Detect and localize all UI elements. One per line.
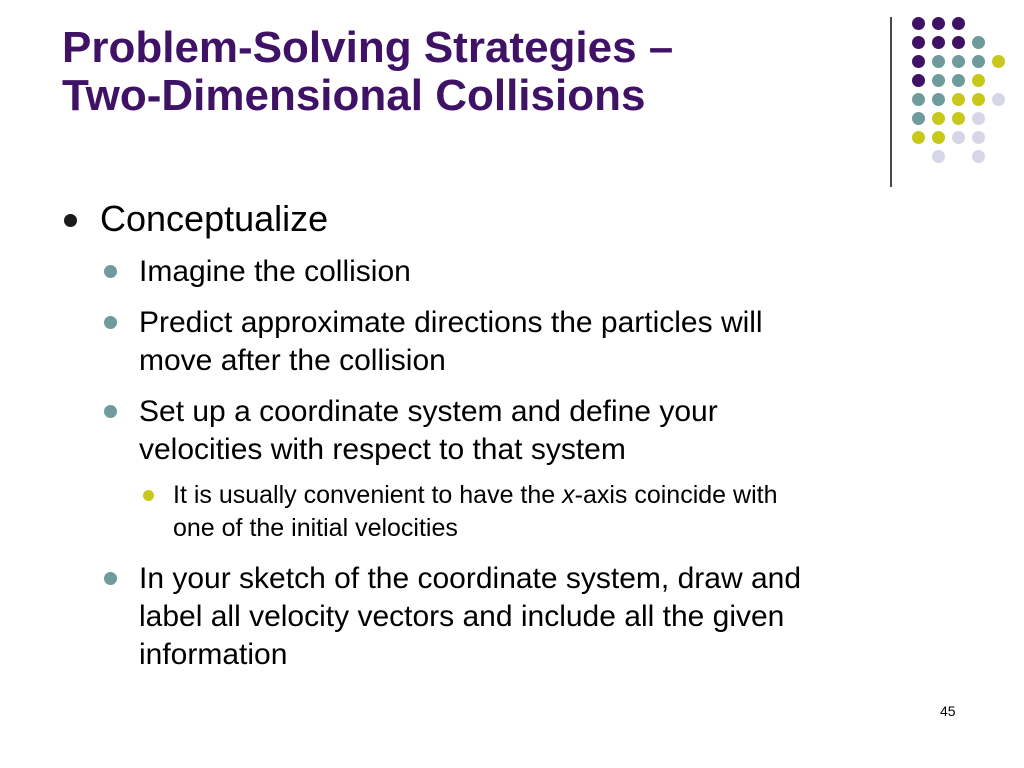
decor-dot xyxy=(992,93,1005,106)
bullet-x-axis-tip xyxy=(173,479,973,545)
tip-text-pre: It is usually convenient to have the xyxy=(173,481,563,509)
decor-dot xyxy=(952,112,965,125)
bullet-line: Imagine the collision xyxy=(139,255,411,288)
bullet-line: Predict approximate directions the particles will xyxy=(139,306,763,339)
bullet-imagine-collision xyxy=(139,253,979,291)
decor-dot xyxy=(932,93,945,106)
bullet-line: move after the collision xyxy=(139,344,446,377)
bullet-conceptualize: Conceptualize xyxy=(100,198,329,239)
bullet-line: label all velocity vectors and include all the given xyxy=(139,600,785,633)
bullet-sketch-vectors xyxy=(139,560,979,674)
title-line-1: Problem-Solving Strategies – xyxy=(62,23,674,72)
decor-dot xyxy=(972,150,985,163)
title-divider-line xyxy=(890,17,892,187)
tip-text-italic-x: x xyxy=(562,481,575,509)
decor-dot xyxy=(932,150,945,163)
tip-text-post: -axis coincide with xyxy=(574,481,778,509)
decor-dot xyxy=(972,36,985,49)
slide-title xyxy=(62,24,862,120)
decor-dot xyxy=(952,131,965,144)
decor-dot xyxy=(932,55,945,68)
bullet-level2-icon xyxy=(104,572,117,585)
decor-dot xyxy=(972,55,985,68)
bullet-line: information xyxy=(139,638,288,671)
decor-dot xyxy=(912,93,925,106)
bullet-level1-icon xyxy=(64,214,77,227)
decor-dot xyxy=(972,93,985,106)
decor-dot xyxy=(912,74,925,87)
bullet-level3-icon xyxy=(143,490,154,501)
decor-dot xyxy=(912,131,925,144)
tip-text-line2: one of the initial velocities xyxy=(173,514,458,542)
decor-dot xyxy=(912,36,925,49)
decor-dot xyxy=(952,55,965,68)
decor-dot xyxy=(952,93,965,106)
bullet-line: In your sketch of the coordinate system, draw and xyxy=(139,562,802,595)
decor-dot xyxy=(972,112,985,125)
decor-dot xyxy=(992,55,1005,68)
decor-dot xyxy=(932,112,945,125)
decor-dot xyxy=(912,17,925,30)
decor-dot xyxy=(972,74,985,87)
bullet-level2-icon xyxy=(104,316,117,329)
decor-dot xyxy=(912,55,925,68)
bullet-coordinate-system xyxy=(139,393,979,469)
decor-dot xyxy=(952,74,965,87)
decor-dot xyxy=(932,36,945,49)
decor-dot xyxy=(972,131,985,144)
bullet-line: velocities with respect to that system xyxy=(139,433,626,466)
decor-dot xyxy=(932,74,945,87)
decor-dot xyxy=(932,17,945,30)
decor-dot xyxy=(932,131,945,144)
decor-dot xyxy=(912,112,925,125)
bullet-line: Set up a coordinate system and define your xyxy=(139,395,718,428)
title-line-2: Two-Dimensional Collisions xyxy=(62,71,646,120)
decor-dot xyxy=(952,17,965,30)
decor-dot xyxy=(952,36,965,49)
decorative-dot-grid xyxy=(900,10,1020,170)
bullet-predict-directions xyxy=(139,304,979,380)
page-number: 45 xyxy=(940,703,956,719)
bullet-level2-icon xyxy=(104,265,117,278)
bullet-level2-icon xyxy=(104,405,117,418)
